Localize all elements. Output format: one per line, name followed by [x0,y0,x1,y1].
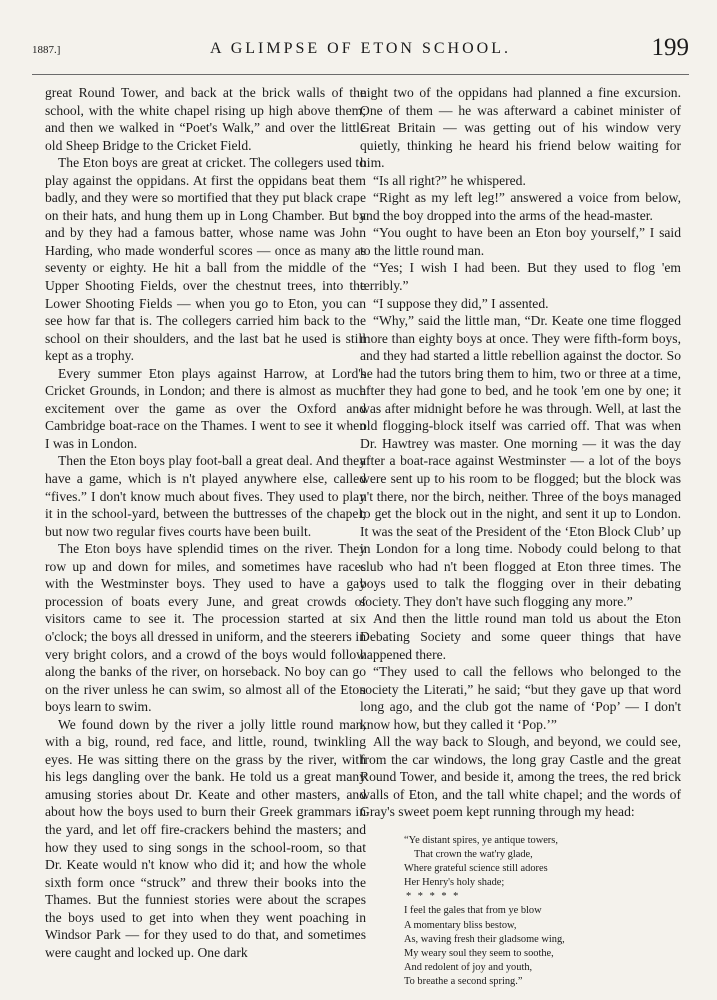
paragraph: “Why,” said the little man, “Dr. Keate one time flogged more than eighty boys at once. They were fifth-form boys, and they had started a little rebellion against the doctor. So he had the tutors bring them to him, two or three at a time, after they had gone to bed, and he took 'em one by one; it was after midnight before he was through. Well, at last the old flogging-block itself was carried off. That was when Dr. Hawtrey was master. One morning — it was the day after a boat-race against Westminster — a lot of the boys were sent up to his room to be flogged; but the block was n't there, nor the birch, neither. Three of the boys managed to get the block out in the night, and sent it up to London. It was the seat of the President of the ‘Eton Block Club’ up in London for a long time. Nobody could belong to that club who had n't been flogged at Eton three times. The boys used to talk the flogging over in their debating society. They don't have such flogging any more.” [360,313,681,609]
left-column [45,84,366,961]
poem-line: As, waving fresh their gladsome wing, [404,933,565,945]
paragraph: All the way back to Slough, and beyond, we could see, from the car windows, the long gray Castle and the great Round Tower, and beside it, among the trees, the red brick walls of Eton, and the tall white chapel; and the words of Gray's sweet poem kept running through my head: [360,734,681,820]
poem-line: I feel the gales that from ye blow [404,905,542,917]
paragraph: Then the Eton boys play foot-ball a great deal. And they have a game, which is n't played anywhere else, called “fives.” I don't know much about fives. They used to play it in the school-yard, between the buttresses of the chapel; but now two regular fives courts have been built. [45,453,366,539]
running-title: A GLIMPSE OF ETON SCHOOL. [210,40,511,57]
header-rule [32,74,689,75]
paragraph: “I suppose they did,” I assented. [373,295,549,311]
paragraph: “They used to call the fellows who belonged to the society the Literati,” he said; “but they gave up that word long ago, and the club got the name of ‘Pop’ — I don't know how, but they called it ‘Pop.’” [360,664,681,732]
paragraph: We found down by the river a jolly little round man, with a big, round, red face, and little, round, twinkling eyes. He was sitting there on the grass by the river, with his legs dangling over the bank. He told us a great many amusing stories about Dr. Keate and other masters, and about how the boys used to burn their Greek grammars in the yard, and let off fire-crackers behind the masters; and how they used to sing songs in the school-room, so that Dr. Keate would n't know who did it; and how the whole sixth form once “struck” and threw their books into the Thames. But the funniest stories were about the scrapes the boys used to get into when they went poaching in Windsor Park — for they used to do that, and sometimes were caught and locked up. One dark [45,716,366,960]
poem-line: Her Henry's holy shade; [404,877,505,889]
poem-line: A momentary bliss bestow, [404,919,517,931]
right-column [360,84,681,989]
poem-line: Where grateful science still adores [404,863,548,875]
header-date: 1887.] [32,44,61,56]
paragraph: night two of the oppidans had planned a fine excursion. One of them — he was afterward a cabinet minister of Great Britain — was getting out of his window very quietly, thinking he heard his friend below waiting for him. [360,85,681,171]
poem-line: To breathe a second spring.” [404,975,523,987]
paragraph: “You ought to have been an Eton boy yourself,” I said to the little round man. [360,225,681,258]
poem-line: That crown the wat'ry glade, [414,849,533,861]
paragraph: “Right as my left leg!” answered a voice from below, and the boy dropped into the arms of the head-master. [360,190,681,223]
running-head [32,34,689,70]
page-number: 199 [651,34,689,61]
poem-line: “Ye distant spires, ye antique towers, [404,834,558,846]
paragraph: great Round Tower, and back at the brick walls of the school, with the white chapel rising up high above them; and then we walked in “Poet's Walk,” and over the little old Sheep Bridge to the Cricket Field. [45,85,366,153]
paragraph: “Is all right?” he whispered. [373,172,526,188]
poem-quote [404,834,681,989]
paragraph: “Yes; I wish I had been. But they used to flog 'em terribly.” [360,260,681,294]
poem-line: My weary soul they seem to soothe, [404,947,554,959]
paragraph: The Eton boys are great at cricket. The collegers used to play against the oppidans. At first the oppidans beat them badly, and they were so mortified that they put black crape on their hats, and hung them up in Long Chamber. But by and by they had a famous batter, whose name was John Harding, who made wonderful scores — once as many as seventy or eighty. He hit a ball from the middle of the Upper Shooting Fields, over the chestnut trees, into the Lower Shooting Fields — when you go to Eton, you can see how far that is. The collegers carried him back to the school on their shoulders, and the last bat he used is still kept as a trophy. [45,155,366,364]
ellipsis-stars: * * * * * [406,891,461,903]
paragraph: Every summer Eton plays against Harrow, at Lord's Cricket Grounds, in London; and there is almost as much excitement over the game as over the Oxford and Cambridge boat-race on the Thames. I went to see it when I was in London. [45,365,366,451]
paragraph: The Eton boys have splendid times on the river. They row up and down for miles, and sometimes have races with the Westminster boys. They used to have a gay procession of boats every June, and great crowds of visitors came to see it. The procession started at six o'clock; the boys all dressed in uniform, and the steerers in very bright colors, and a crowd of the boys would follow along the banks of the river, on horseback. No boy can go on the river unless he can swim, so almost all of the Eton boys learn to swim. [45,541,366,715]
paragraph: And then the little round man told us about the Eton Debating Society and some queer things that have happened there. [360,611,681,662]
poem-line: And redolent of joy and youth, [404,961,533,973]
